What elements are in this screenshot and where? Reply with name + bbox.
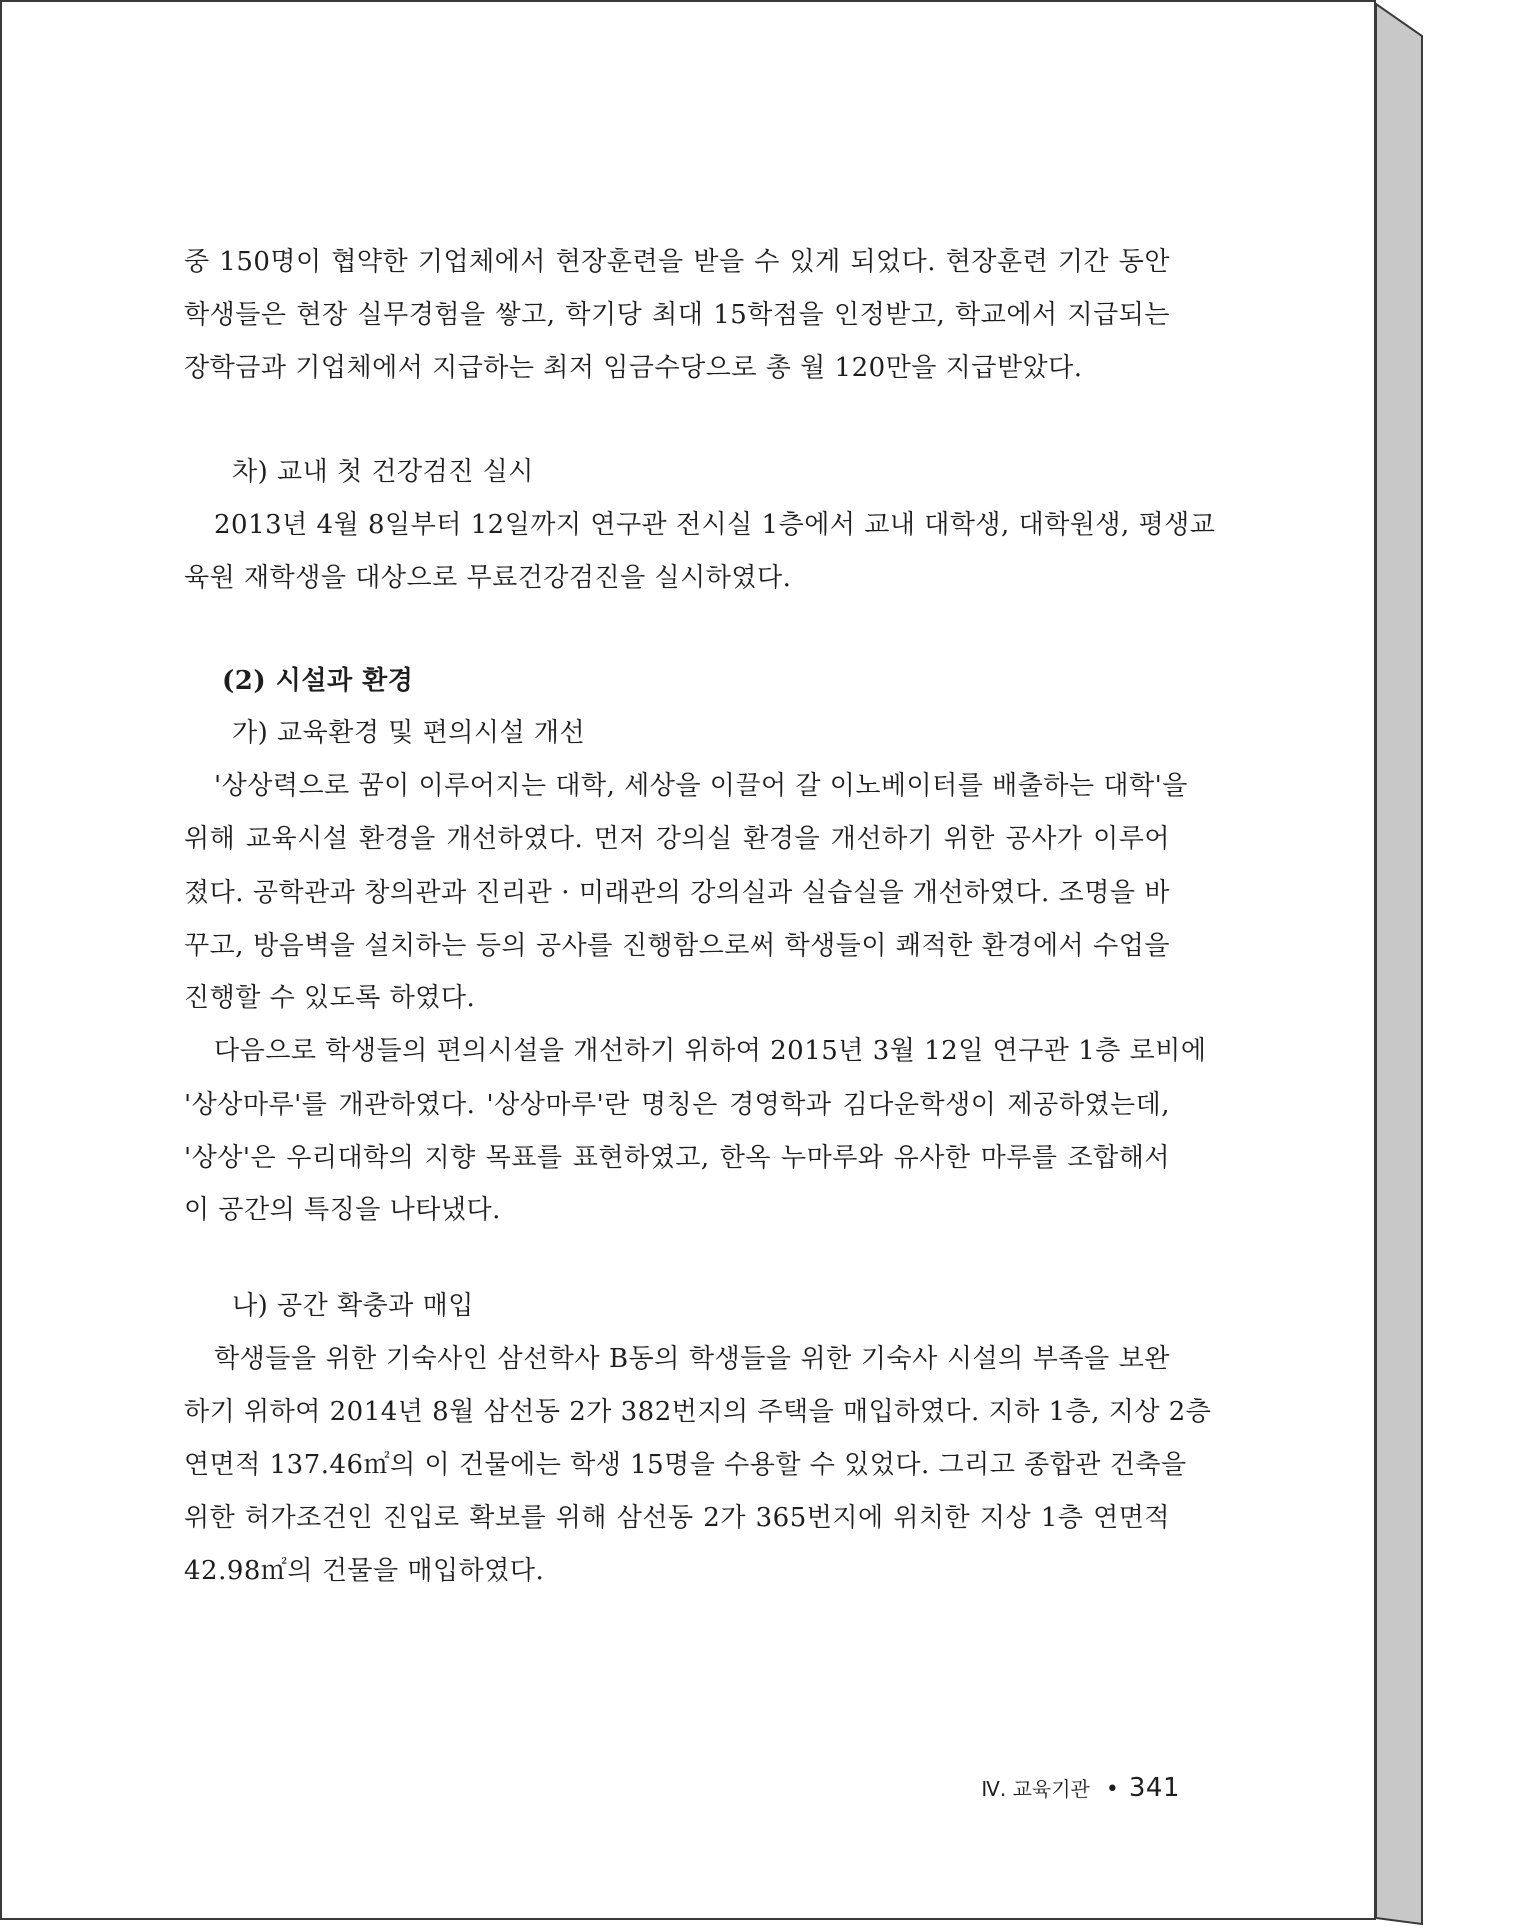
bullet-icon: • [1105, 1777, 1119, 1802]
paragraph-line: 이 공간의 특징을 나타냈다. [184, 1195, 501, 1225]
paragraph-line: 연면적 137.46㎡의 이 건물에는 학생 15명을 수용할 수 있었다. 그리고 종합관 건축을 [184, 1450, 1187, 1480]
paragraph-line: 학생들은 현장 실무경험을 쌓고, 학기당 최대 15학점을 인정받고, 학교에서 지급되는 [184, 300, 1170, 330]
paragraph-line: 중 150명이 협약한 기업체에서 현장훈련을 받을 수 있게 되었다. 현장훈련 기간 동안 [184, 247, 1170, 277]
section-heading: (2) 시설과 환경 [222, 666, 414, 696]
paragraph-line: 장학금과 기업체에서 지급하는 최저 임금수당으로 총 월 120만을 지급받았다. [184, 353, 1083, 383]
page-number: 341 [1128, 1773, 1180, 1803]
paragraph-line: '상상마루'를 개관하였다. '상상마루'란 명칭은 경영학과 김다운학생이 제공하였는데, [184, 1090, 1170, 1120]
subsection-heading: 가) 교육환경 및 편의시설 개선 [232, 718, 586, 748]
paragraph-line: 학생들을 위한 기숙사인 삼선학사 B동의 학생들을 위한 기숙사 시설의 부족을 보완 [214, 1344, 1170, 1374]
paragraph-line: 2013년 4월 8일부터 12일까지 연구관 전시실 1층에서 교내 대학생, 대학원생, 평생교 [214, 510, 1216, 540]
paragraph-line: 진행할 수 있도록 하였다. [184, 983, 476, 1013]
paragraph-line: '상상'은 우리대학의 지향 목표를 표현하였고, 한옥 누마루와 유사한 마루를 조합해서 [184, 1143, 1170, 1173]
paragraph-line: 꾸고, 방음벽을 설치하는 등의 공사를 진행함으로써 학생들이 쾌적한 환경에서 수업을 [184, 931, 1170, 961]
footer-section-title: Ⅳ. 교육기관 [981, 1777, 1090, 1801]
page-footer [981, 1771, 1180, 1807]
paragraph-line: 위해 교육시설 환경을 개선하였다. 먼저 강의실 환경을 개선하기 위한 공사가 이루어 [184, 824, 1170, 854]
paragraph-line: 졌다. 공학관과 창의관과 진리관 · 미래관의 강의실과 실습실을 개선하였다. 조명을 바 [184, 878, 1170, 908]
paragraph-line: 42.98㎡의 건물을 매입하였다. [184, 1556, 545, 1586]
paragraph-line: 다음으로 학생들의 편의시설을 개선하기 위하여 2015년 3월 12일 연구관 1층 로비에 [214, 1036, 1207, 1066]
subsection-heading: 나) 공간 확충과 매입 [232, 1291, 474, 1321]
paragraph-line: 하기 위하여 2014년 8월 삼선동 2가 382번지의 주택을 매입하였다. 지하 1층, 지상 2층 [184, 1397, 1212, 1427]
paragraph-line: 육원 재학생을 대상으로 무료건강검진을 실시하였다. [184, 563, 792, 593]
paragraph-line: '상상력으로 꿈이 이루어지는 대학, 세상을 이끌어 갈 이노베이터를 배출하는 대학'을 [214, 771, 1188, 801]
subsection-heading: 차) 교내 첫 건강검진 실시 [232, 457, 534, 487]
paragraph-line: 위한 허가조건인 진입로 확보를 위해 삼선동 2가 365번지에 위치한 지상 1층 연면적 [184, 1503, 1170, 1533]
